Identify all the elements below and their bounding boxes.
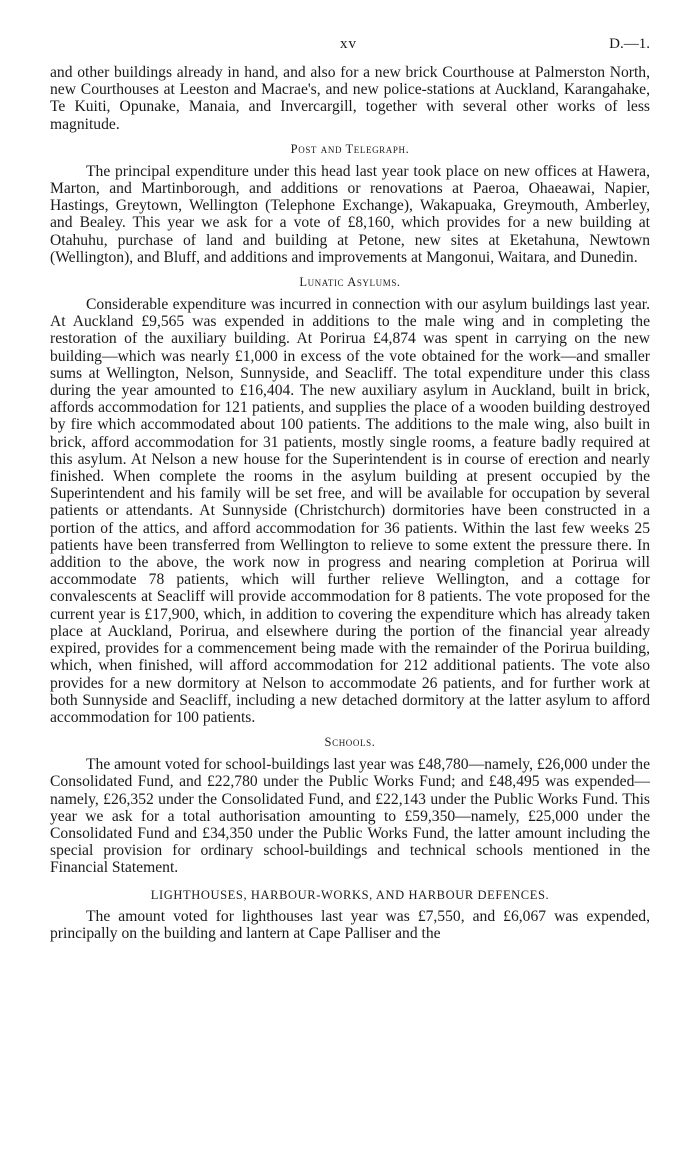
- post-and-telegraph-paragraph: The principal expenditure under this head last year took place on new offices at Hawera, Marton, and Martinborough, and additions or renovations at Paeroa, Ohaeawai, Napier, Hastings, Greytown, Wellington (Telephone Exchange), Wakapuaka, Greymouth, Amberley, and Bealey. This year we ask for a vote of £8,160, which provides for a new building at Otahuhu, purchase of land and building at Petone, new sites at Eketahuna, Newtown (Wellington), and Bluff, and additions and improvements at Mangonui, Waitara, and Dunedin.: [50, 162, 650, 266]
- lunatic-asylums-paragraph: Considerable expenditure was incurred in connection with our asylum buildings last year. At Auckland £9,565 was expended in additions to the male wing and in completing the restoration of the auxiliary building. At Porirua £4,874 was spent in carrying on the new building—which was nearly £1,000 in excess of the vote obtained for the work—and smaller sums at Wellington, Nelson, Sunnyside, and Seacliff. The total expenditure under this class during the year amounted to £16,404. The new auxiliary asylum in Auckland, built in brick, affords accommodation for 121 patients, and supplies the place of a wooden building destroyed by fire which accommodated about 100 patients. The additions to the male wing, also built in brick, afford accommodation for 31 patients, mostly single rooms, a feature badly required at this asylum. At Nelson a new house for the Superintendent is in course of erection and nearly finished. When complete the rooms in the asylum building at present occupied by the Superintendent and his family will be set free, and will be available for occupation by several patients or attendants. At Sunnyside (Christchurch) dormitories have been constructed in a portion of the attics, and afford accommodation for 36 patients. Within the last few weeks 25 patients have been transferred from Wellington to relieve to some extent the pressure there. In addition to the above, the work now in progress and nearing completion at Porirua will accommodate 78 patients, which will further relieve Wellington, and a cottage for convalescents at Seacliff will provide accommodation for 8 patients. The vote proposed for the current year is £17,900, which, in addition to covering the expenditure which has already taken place at Auckland, Porirua, and elsewhere during the portion of the financial year already expired, provides for a commencement being made with the remainder of the Porirua building, which, when finished, will afford accommodation for 212 additional patients. The vote also provides for a new dormitory at Nelson to accommodate 26 patients, and for further work at both Sunnyside and Seacliff, including a new detached dormitory at the latter asylum to afford accommodation for 100 patients.: [50, 296, 650, 726]
- document-reference: D.—1.: [609, 36, 650, 52]
- section-heading-lighthouses: LIGHTHOUSES, HARBOUR-WORKS, AND HARBOUR DEFENCES.: [150, 887, 550, 902]
- lighthouses-paragraph: The amount voted for lighthouses last year was £7,550, and £6,067 was expended, principally on the building and lantern at Cape Palliser and the: [50, 907, 650, 942]
- intro-paragraph: and other buildings already in hand, and also for a new brick Courthouse at Palmerston North, new Courthouses at Leeston and Macrae's, and new police-stations at Auckland, Karangahake, Te Kuiti, Opunake, Manaia, and Invercargill, together with several other works of less magnitude.: [50, 64, 650, 133]
- page-number: xv: [340, 36, 357, 52]
- document-page: [50, 36, 650, 942]
- schools-paragraph: The amount voted for school-buildings last year was £48,780—namely, £26,000 under the Consolidated Fund, and £22,780 under the Public Works Fund; and £48,495 was expended—namely, £26,352 under the Consolidated Fund, and £22,143 under the Public Works Fund. This year we ask for a total authorisation amounting to £59,350—namely, £25,000 under the Consolidated Fund and £34,350 under the Public Works Fund, the latter amount including the special provision for ordinary school-buildings and technical schools mentioned in the Financial Statement.: [50, 756, 650, 877]
- running-header: [50, 36, 650, 58]
- section-heading-schools: Schools.: [324, 735, 376, 750]
- section-heading-lunatic-asylums: Lunatic Asylums.: [299, 275, 401, 290]
- section-heading-post-and-telegraph: Post and Telegraph.: [290, 141, 410, 156]
